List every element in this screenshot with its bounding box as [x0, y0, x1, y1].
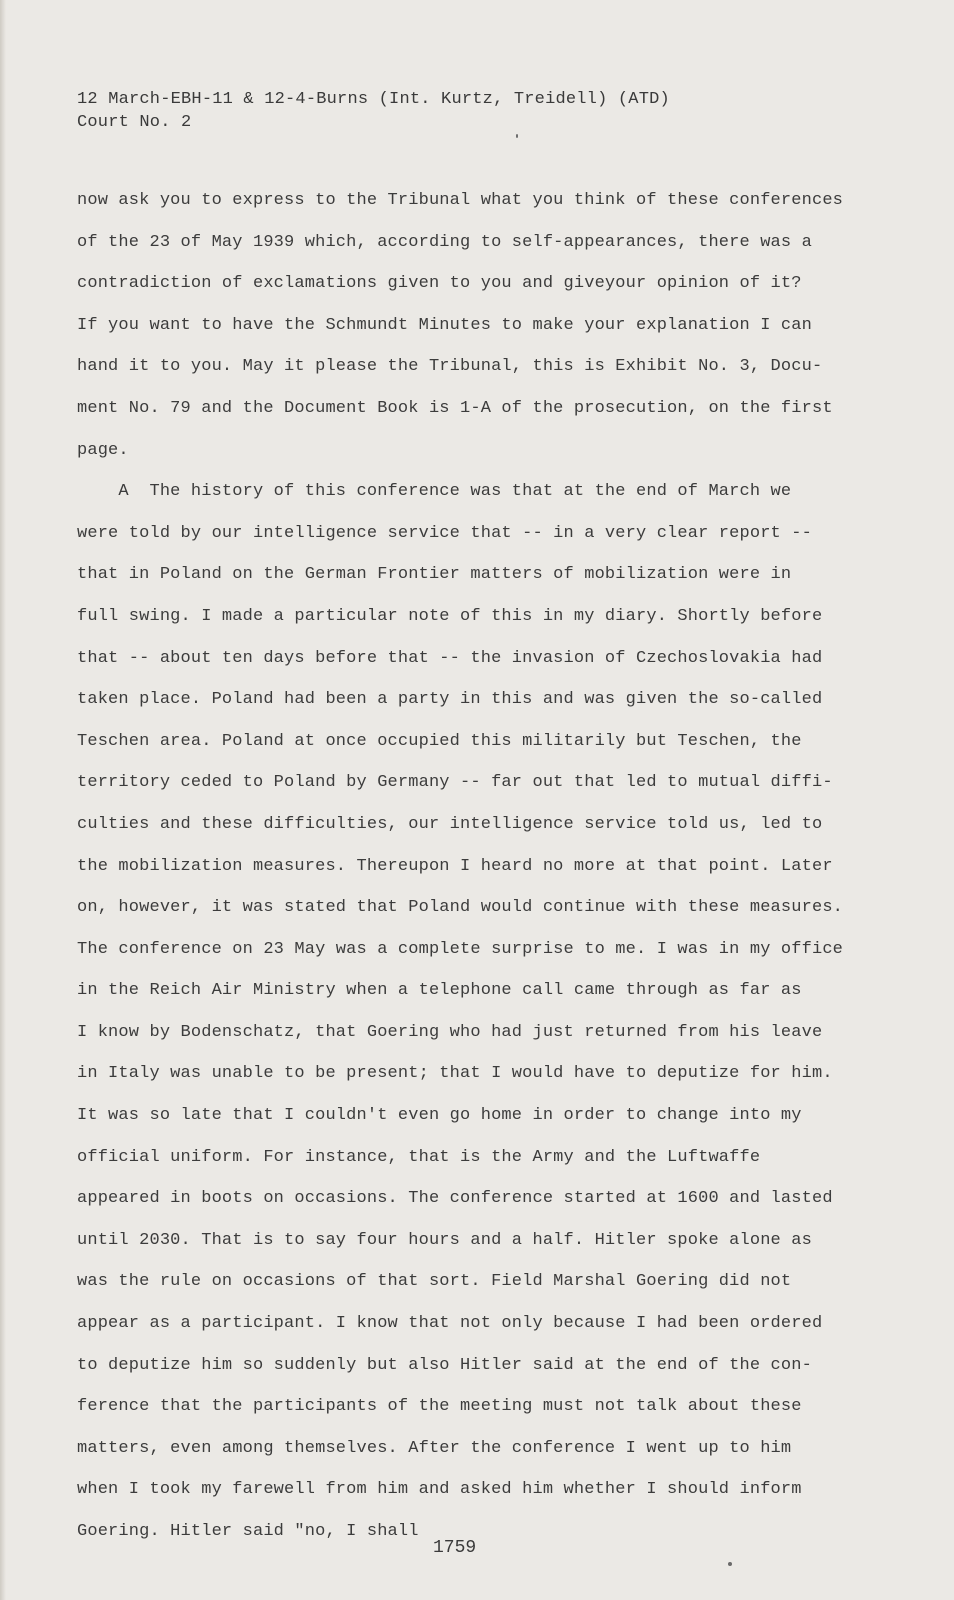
body-line: Teschen area. Poland at once occupied this militarily but Teschen, the [77, 731, 802, 751]
body-line: The conference on 23 May was a complete surprise to me. I was in my office [77, 939, 844, 959]
body-line: in Italy was unable to be present; that I would have to deputize for him. [77, 1064, 833, 1084]
body-line: until 2030. That is to say four hours and a half. Hitler spoke alone as [77, 1230, 812, 1250]
body-line: appeared in boots on occasions. The conference started at 1600 and lasted [77, 1189, 833, 1209]
body-line: page. [77, 440, 129, 460]
transcript-body [77, 180, 847, 1553]
header-line-2: Court No. 2 [77, 113, 192, 132]
paper-speck [516, 134, 518, 138]
body-line: when I took my farewell from him and asked him whether I should inform [77, 1480, 802, 1500]
body-line: contradiction of exclamations given to you and giveyour opinion of it? [77, 274, 802, 294]
body-line: full swing. I made a particular note of this in my diary. Shortly before [77, 606, 823, 626]
page-edge-shadow [0, 0, 6, 1600]
body-line: was the rule on occasions of that sort. Field Marshal Goering did not [77, 1272, 792, 1292]
body-line: A The history of this conference was that at the end of March we [77, 482, 792, 502]
body-line: in the Reich Air Ministry when a telephone call came through as far as [77, 981, 802, 1001]
body-line: Goering. Hitler said "no, I shall [77, 1522, 419, 1541]
body-line: of the 23 of May 1939 which, according to self-appearances, there was a [77, 232, 812, 252]
body-line: to deputize him so suddenly but also Hitler said at the end of the con- [77, 1355, 812, 1375]
body-line: matters, even among themselves. After the conference I went up to him [77, 1438, 792, 1458]
page-number: 1759 [433, 1538, 477, 1558]
body-line: now ask you to express to the Tribunal what you think of these conferences [77, 191, 844, 210]
body-line: It was so late that I couldn't even go home in order to change into my [77, 1106, 802, 1126]
body-line: hand it to you. May it please the Tribunal, this is Exhibit No. 3, Docu- [77, 357, 823, 377]
body-line: official uniform. For instance, that is the Army and the Luftwaffe [77, 1147, 761, 1167]
body-line: ference that the participants of the meeting must not talk about these [77, 1397, 802, 1417]
body-line: were told by our intelligence service that -- in a very clear report -- [77, 523, 812, 543]
body-line: on, however, it was stated that Poland would continue with these measures. [77, 898, 844, 918]
document-header [77, 88, 670, 134]
paper-speck [728, 1562, 732, 1566]
body-line: the mobilization measures. Thereupon I heard no more at that point. Later [77, 856, 833, 876]
body-line: territory ceded to Poland by Germany -- far out that led to mutual diffi- [77, 773, 833, 793]
body-line: ment No. 79 and the Document Book is 1-A of the prosecution, on the first [77, 398, 833, 418]
body-line: taken place. Poland had been a party in this and was given the so-called [77, 690, 823, 710]
body-line: that -- about ten days before that -- the invasion of Czechoslovakia had [77, 648, 823, 668]
header-line-1: 12 March-EBH-11 & 12-4-Burns (Int. Kurtz, Treidell) (ATD) [77, 90, 670, 109]
body-line: If you want to have the Schmundt Minutes to make your explanation I can [77, 315, 812, 335]
body-line: I know by Bodenschatz, that Goering who had just returned from his leave [77, 1022, 823, 1042]
body-line: culties and these difficulties, our intelligence service told us, led to [77, 814, 823, 834]
body-line: appear as a participant. I know that not only because I had been ordered [77, 1314, 823, 1334]
body-line: that in Poland on the German Frontier matters of mobilization were in [77, 565, 792, 585]
